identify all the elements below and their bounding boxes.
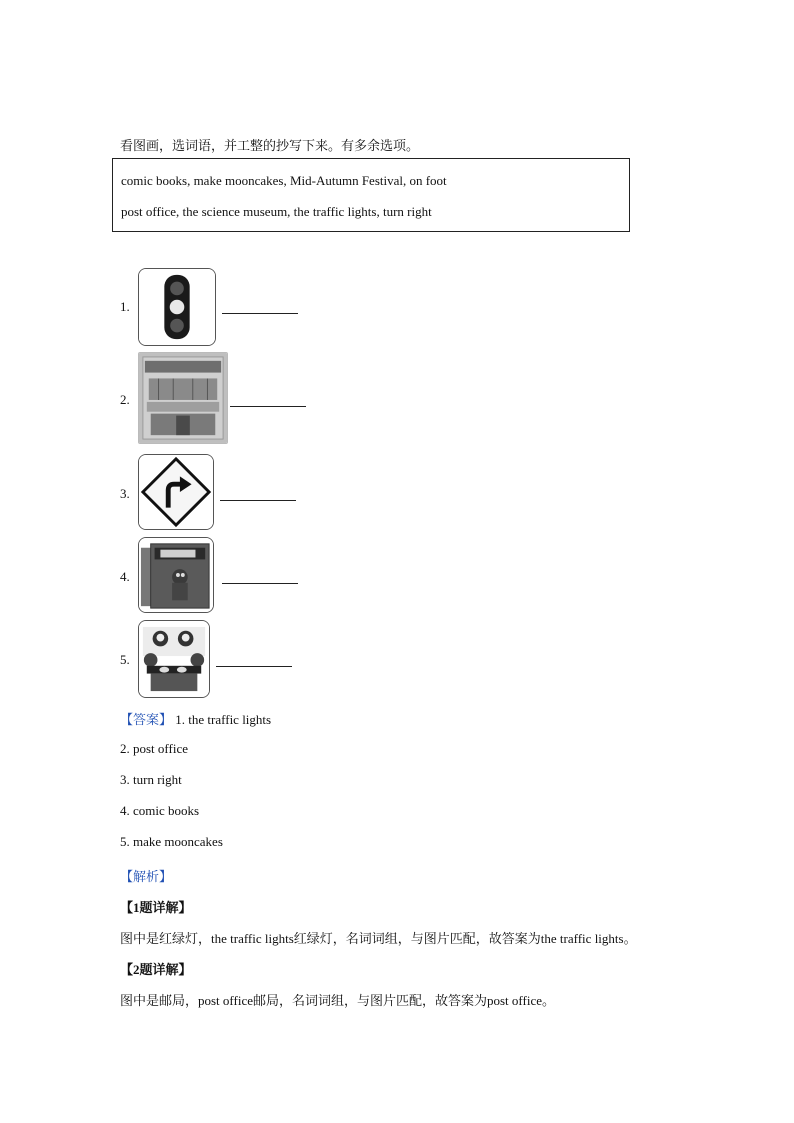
answer-item: 3. turn right: [120, 772, 182, 787]
question-number: 5.: [120, 652, 130, 667]
question-number: 4.: [120, 569, 130, 584]
answer-label-close: 】: [159, 712, 173, 727]
answer-label: 答案: [133, 712, 160, 727]
word-bank-row-2: post office, the science museum, the traffic lights, turn right: [121, 204, 432, 219]
answer-item: 1. the traffic lights: [175, 712, 272, 727]
analysis-body: 图中是红绿灯，the traffic lights红绿灯，名词词组，与图片匹配，故答案为the traffic lights。: [120, 931, 637, 946]
question-number: 3.: [120, 486, 130, 501]
word-bank-row-1: comic books, make mooncakes, Mid-Autumn Festival, on foot: [121, 173, 447, 188]
traffic-light-icon: [138, 268, 216, 346]
answer-item: 4. comic books: [120, 803, 200, 818]
instruction-text: 看图画，选词语，并工整的抄写下来。有多余选项。: [120, 138, 420, 153]
analysis-heading: 【1题详解】: [120, 900, 192, 915]
answer-label-open: 【: [120, 712, 134, 727]
word-bank-box: [112, 158, 630, 232]
analysis-body: 图中是邮局，post office邮局，名词词组，与图片匹配，故答案为post office。: [120, 993, 555, 1008]
answer-blank[interactable]: [220, 500, 296, 501]
answer-item: 5. make mooncakes: [120, 834, 223, 849]
analysis-label-close: 】: [159, 869, 173, 884]
answer-section: [120, 709, 271, 728]
turn-right-sign-icon: [138, 454, 214, 530]
answer-blank[interactable]: [222, 313, 298, 314]
answer-blank[interactable]: [230, 406, 306, 407]
answer-blank[interactable]: [216, 666, 292, 667]
answer-item: 2. post office: [120, 741, 188, 756]
question-number: 1.: [120, 299, 130, 314]
question-number: 2.: [120, 392, 130, 407]
analysis-label-open: 【: [120, 869, 134, 884]
analysis-heading: 【2题详解】: [120, 962, 192, 977]
post-office-building-icon: [138, 352, 228, 444]
answer-blank[interactable]: [222, 583, 298, 584]
analysis-label: 解析: [133, 869, 160, 884]
comic-book-icon: [138, 537, 214, 613]
analysis-label-line: [120, 866, 172, 885]
family-making-mooncakes-icon: [138, 620, 210, 698]
